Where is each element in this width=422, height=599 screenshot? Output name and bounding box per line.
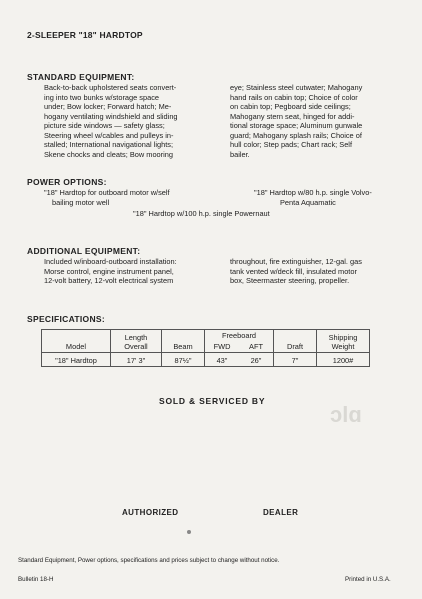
text-line: throughout, fire extinguisher, 12-gal. gas — [230, 257, 362, 266]
power-option-outboard — [44, 188, 224, 207]
text-line: ing into two bunks w/storage space — [44, 92, 160, 102]
printed-in-label: Printed in U.S.A. — [345, 576, 391, 583]
specifications-heading: SPECIFICATIONS: — [27, 314, 106, 324]
dealer-label: DEALER — [263, 508, 299, 517]
power-options-heading: POWER OPTIONS: — [27, 177, 107, 187]
header-model: Model — [42, 330, 111, 353]
text-line: on cabin top; Pegboard side ceilings; — [230, 102, 351, 111]
cell-beam: 87½" — [162, 353, 205, 367]
bleed-through-mark: ɔlɑ — [330, 402, 362, 427]
cell-fwd: 43" — [205, 353, 240, 367]
text-line: hogany ventilating windshield and sliding — [44, 111, 178, 121]
text-line: hull color; Step pads; Chart rack; Self — [230, 140, 353, 149]
text-line: guard; Mahogany splash rails; Choice of — [230, 130, 362, 140]
text-line: Penta Aquamatic — [280, 197, 336, 207]
sold-serviced-label: SOLD & SERVICED BY — [159, 396, 266, 406]
header-fwd: FWD — [205, 341, 240, 353]
header-aft: AFT — [239, 341, 274, 353]
table-row — [42, 353, 370, 367]
header-text: Overall — [124, 341, 148, 351]
cell-model: "18" Hardtop — [42, 353, 111, 367]
additional-equipment-heading: ADDITIONAL EQUIPMENT: — [27, 246, 141, 256]
header-text: Weight — [331, 341, 355, 351]
text-line: Morse control, engine instrument panel, — [44, 266, 174, 276]
cell-length: 17' 3" — [111, 353, 162, 367]
text-line: Steering wheel w/cables and pulleys in- — [44, 130, 174, 140]
header-shipping-weight — [317, 330, 370, 353]
page-title: 2-SLEEPER "18" HARDTOP — [27, 30, 143, 40]
text-line: Included w/inboard-outboard installation: — [44, 257, 177, 266]
header-text: Shipping — [328, 333, 358, 342]
text-line: "18" Hardtop w/100 h.p. single Powernaut — [133, 209, 270, 218]
text-line: Mahogany stern seat, hinged for addi- — [230, 111, 355, 121]
text-line: box, Steermaster steering, propeller. — [230, 276, 350, 285]
text-line: bailing motor well — [52, 197, 110, 207]
text-line: stalled; International navigational lights; — [44, 140, 174, 149]
text-line: picture side windows — safety glass; — [44, 121, 165, 130]
cell-weight: 1200# — [317, 353, 370, 367]
standard-equipment-right — [230, 83, 410, 159]
power-option-powernaut — [133, 209, 270, 219]
header-draft: Draft — [274, 330, 317, 353]
text-line: 12-volt battery, 12-volt electrical system — [44, 276, 174, 285]
text-line: under; Bow locker; Forward hatch; Me- — [44, 102, 172, 111]
cell-draft: 7" — [274, 353, 317, 367]
text-line: Skene chocks and cleats; Bow mooring — [44, 149, 173, 159]
header-freeboard: Freeboard — [205, 330, 274, 342]
header-text: Length — [124, 333, 148, 342]
text-line: "18" Hardtop w/80 h.p. single Volvo- — [254, 188, 372, 197]
text-line: bailer. — [230, 149, 250, 159]
authorized-label: AUTHORIZED — [122, 508, 179, 517]
text-line: Back-to-back upholstered seats convert- — [44, 83, 177, 92]
specifications-table — [41, 329, 370, 367]
text-line: "18" Hardtop for outboard motor w/self — [44, 188, 170, 197]
power-option-volvo — [254, 188, 414, 207]
additional-equipment-left — [44, 257, 220, 286]
standard-equipment-heading: STANDARD EQUIPMENT: — [27, 72, 135, 82]
additional-equipment-right — [230, 257, 410, 286]
text-line: tank vented w/deck fill, insulated motor — [230, 266, 357, 276]
standard-equipment-left — [44, 83, 220, 159]
header-beam: Beam — [162, 330, 205, 353]
header-length — [111, 330, 162, 353]
bulletin-number: Bulletin 18-H — [18, 576, 54, 583]
text-line: tional storage space; Aluminum gunwale — [230, 121, 363, 130]
text-line: eye; Stainless steel cutwater; Mahogany — [230, 83, 363, 92]
hole-punch-dot — [187, 530, 191, 534]
cell-aft: 26" — [239, 353, 274, 367]
text-line: hand rails on cabin top; Choice of color — [230, 92, 358, 102]
footer-note: Standard Equipment, Power options, specifications and prices subject to change without notice. — [18, 557, 280, 564]
table-header-row — [42, 330, 370, 342]
